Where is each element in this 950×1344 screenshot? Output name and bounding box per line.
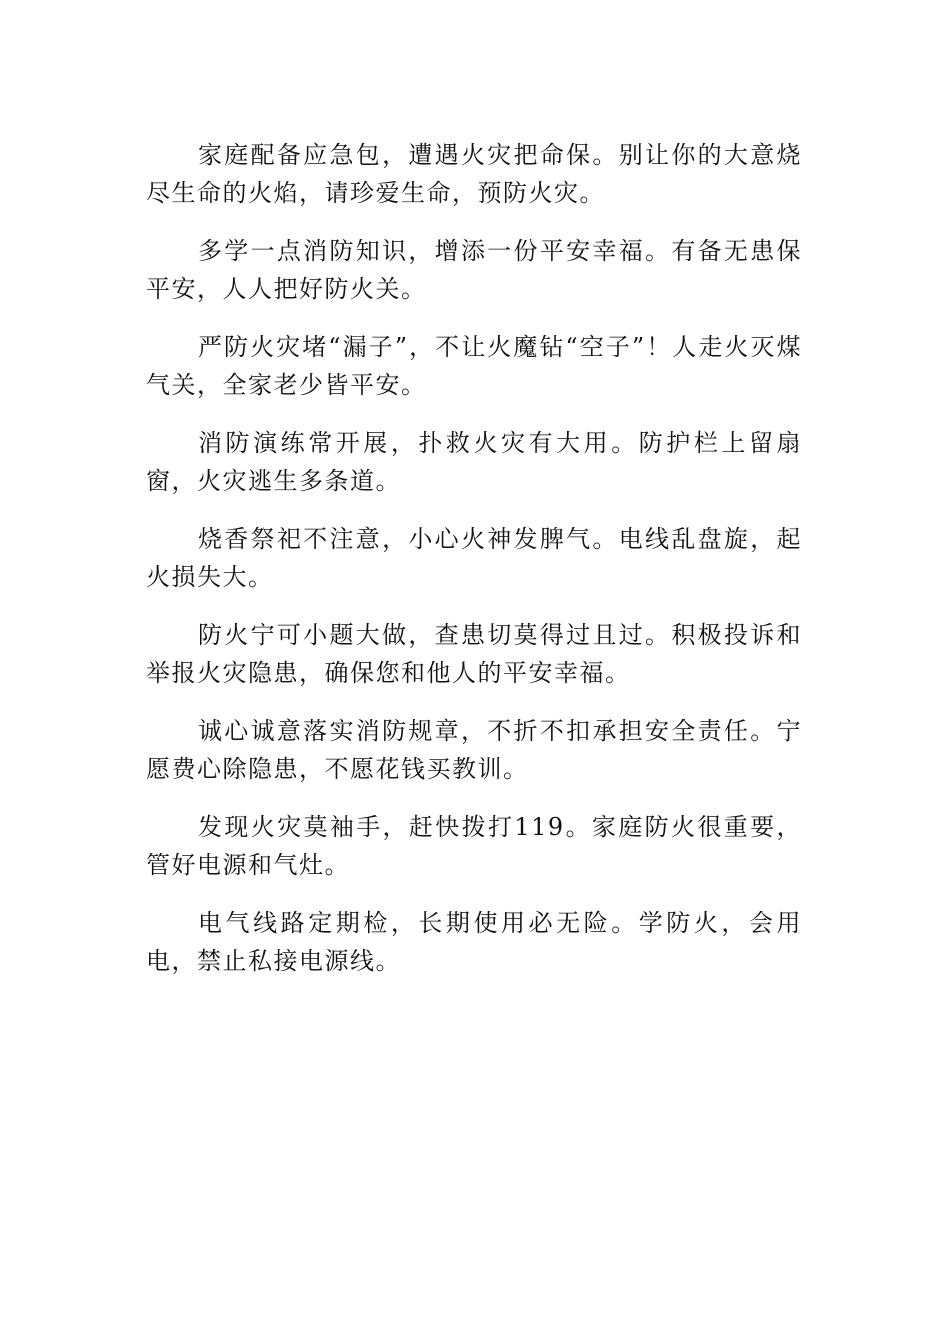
paragraph: 消防演练常开展，扑救火灾有大用。防护栏上留扇窗，火灾逃生多条道。 (146, 429, 802, 495)
document-body (146, 136, 802, 1000)
paragraph: 多学一点消防知识，增添一份平安幸福。有备无患保平安，人人把好防火关。 (146, 237, 802, 303)
paragraph: 严防火灾堵“漏子”，不让火魔钻“空子”！人走火灭煤气关，全家老少皆平安。 (146, 333, 802, 399)
paragraph: 家庭配备应急包，遭遇火灾把命保。别让你的大意烧尽生命的火焰，请珍爱生命，预防火灾。 (146, 141, 802, 207)
paragraph: 发现火灾莫袖手，赶快拨打119。家庭防火很重要，管好电源和气灶。 (146, 813, 802, 879)
paragraph: 烧香祭祀不注意，小心火神发脾气。电线乱盘旋，起火损失大。 (146, 525, 802, 591)
paragraph: 诚心诚意落实消防规章，不折不扣承担安全责任。宁愿费心除隐患，不愿花钱买教训。 (146, 717, 802, 783)
paragraph: 防火宁可小题大做，查患切莫得过且过。积极投诉和举报火灾隐患，确保您和他人的平安幸福。 (146, 621, 802, 687)
paragraph: 电气线路定期检，长期使用必无险。学防火，会用电，禁止私接电源线。 (146, 909, 802, 975)
